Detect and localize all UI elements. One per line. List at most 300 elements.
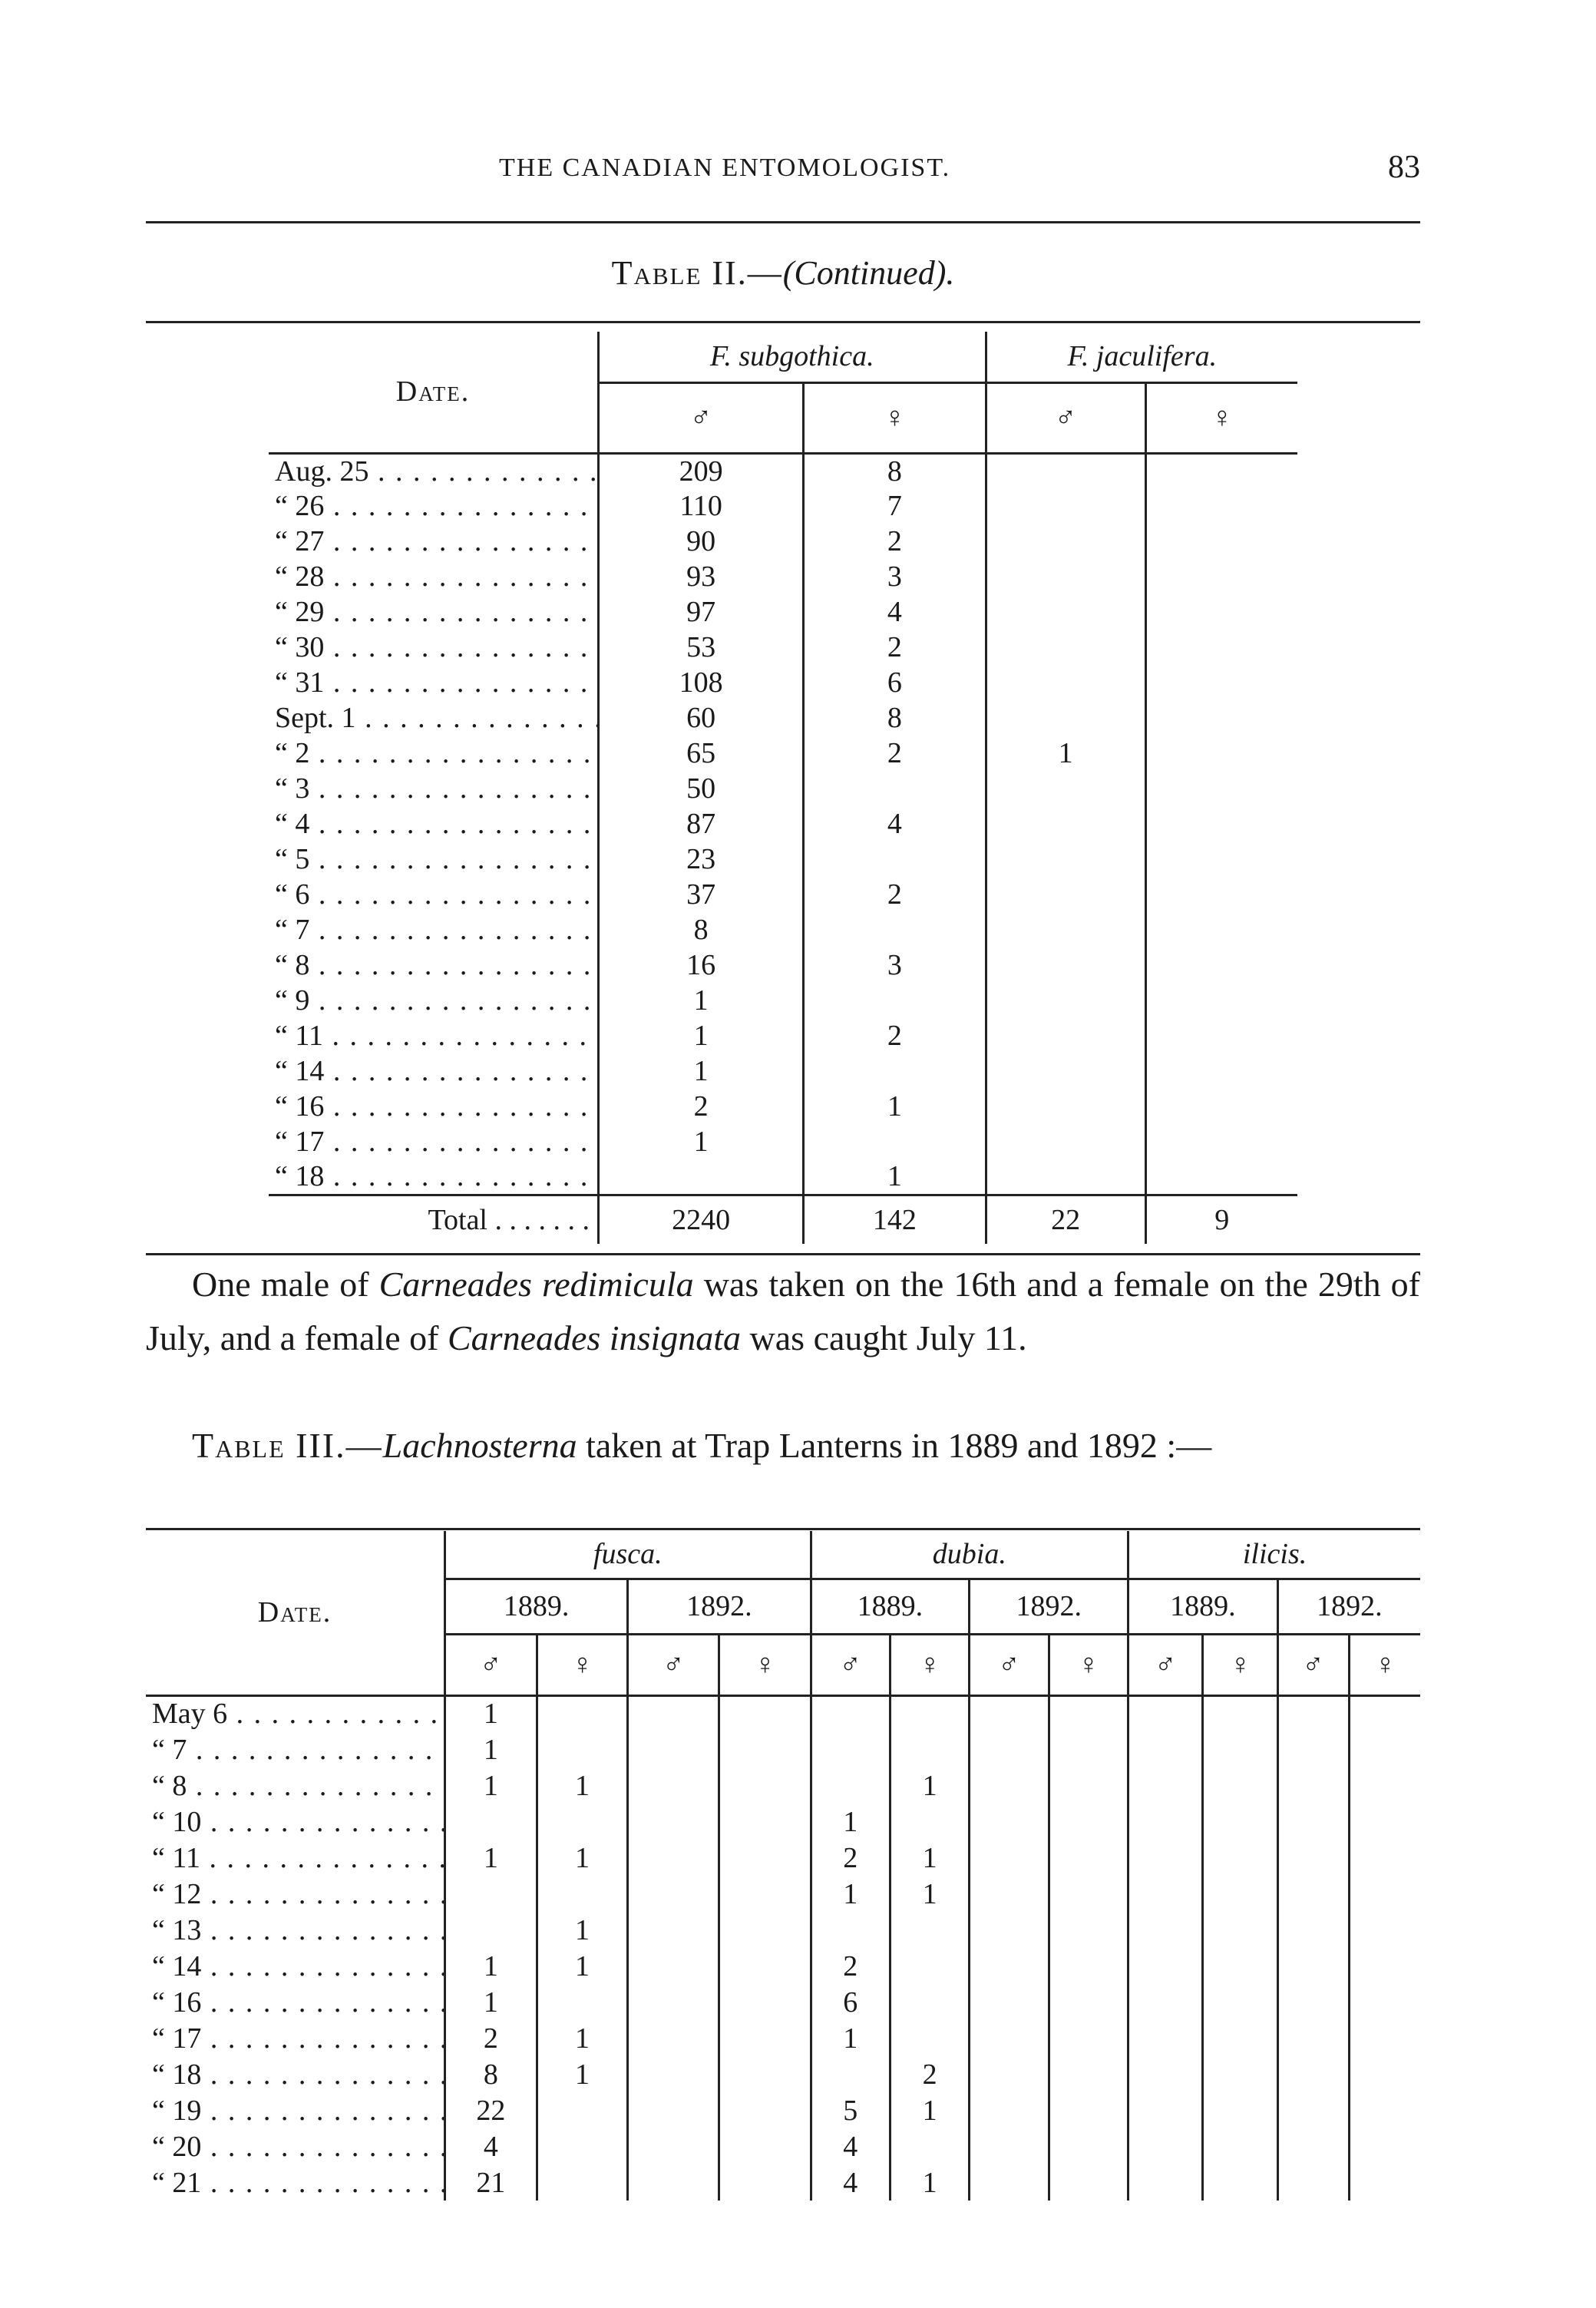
table3-row — [146, 2056, 1420, 2092]
table3-value-cell: 4 — [811, 2164, 890, 2201]
table2-row — [269, 877, 1297, 912]
table2-date-cell: “ 31 . . . — [269, 665, 599, 700]
table2-total-cell: 142 — [804, 1195, 986, 1244]
table3-value-cell — [970, 2056, 1049, 2092]
table3-value-cell — [1128, 1767, 1203, 1804]
table2-row — [269, 453, 1297, 488]
table2-value-cell — [986, 1018, 1145, 1053]
table3-value-cell — [1049, 2092, 1128, 2128]
table2-value-cell — [1145, 630, 1297, 665]
table2-species2-header: F. jaculifera. — [1067, 340, 1218, 373]
table3-row — [146, 2092, 1420, 2128]
table3-value-cell — [628, 2128, 719, 2164]
table3-value-cell — [1349, 2164, 1420, 2201]
table3-row — [146, 1984, 1420, 2020]
table3 — [146, 1531, 1420, 2201]
table3-value-cell — [719, 1912, 811, 1948]
table3-date-cell: “ 21 . . . — [146, 2164, 445, 2201]
table2-date-cell: “ 4 . . . — [269, 806, 599, 842]
table3-value-cell: 1 — [537, 1912, 628, 1948]
table2-value-cell — [1145, 665, 1297, 700]
table3-value-cell — [1128, 1840, 1203, 1876]
table2-row — [269, 771, 1297, 806]
table3-value-cell — [890, 1695, 969, 1731]
table3-row — [146, 1695, 1420, 1731]
table2-value-cell — [986, 488, 1145, 524]
table3-value-cell — [970, 2164, 1049, 2201]
table3-date-cell: “ 20 . . . — [146, 2128, 445, 2164]
table2-top-rule — [146, 321, 1420, 323]
table3-value-cell — [1349, 2092, 1420, 2128]
table3-value-cell — [1349, 1731, 1420, 1767]
table2-date-cell: “ 8 . . . — [269, 947, 599, 983]
table2-value-cell — [804, 842, 986, 877]
table2-date-cell: “ 16 . . . — [269, 1089, 599, 1124]
table3-value-cell — [970, 1948, 1049, 1984]
table3-value-cell — [537, 2128, 628, 2164]
table3-value-cell — [1277, 2020, 1349, 2056]
table3-value-cell — [1049, 1912, 1128, 1948]
table3-value-cell — [719, 1695, 811, 1731]
table3-date-cell: May 6 . . . — [146, 1695, 445, 1731]
table3-value-cell — [1203, 1767, 1277, 1804]
table2-value-cell — [986, 842, 1145, 877]
table2-value-cell: 2 — [804, 736, 986, 771]
running-header — [146, 150, 1420, 200]
table2-value-cell — [1145, 1124, 1297, 1159]
table3-value-cell — [890, 1948, 969, 1984]
table3-value-cell — [970, 2020, 1049, 2056]
table3-value-cell — [1203, 1695, 1277, 1731]
table3-value-cell — [719, 1731, 811, 1767]
table3-value-cell — [1277, 1767, 1349, 1804]
table3-value-cell — [1203, 1731, 1277, 1767]
table3-value-cell — [1128, 1804, 1203, 1840]
table2-row — [269, 700, 1297, 736]
table2-value-cell: 8 — [804, 700, 986, 736]
table3-value-cell — [1203, 1984, 1277, 2020]
table3-value-cell — [1128, 1984, 1203, 2020]
table3-value-cell — [970, 1984, 1049, 2020]
table2-row — [269, 983, 1297, 1018]
table3-value-cell: 1 — [445, 1731, 537, 1767]
female-symbol: ♀ — [804, 382, 986, 453]
table2-value-cell: 3 — [804, 947, 986, 983]
table3-value-cell — [1203, 2020, 1277, 2056]
female-symbol: ♀ — [1145, 382, 1297, 453]
table3-value-cell — [445, 1804, 537, 1840]
table3-row — [146, 2128, 1420, 2164]
table3-value-cell — [890, 2020, 969, 2056]
male-symbol: ♂ — [445, 1634, 537, 1695]
table3-value-cell — [1203, 1912, 1277, 1948]
table3-value-cell — [1128, 2056, 1203, 2092]
table2-value-cell — [1145, 594, 1297, 630]
table2-row — [269, 912, 1297, 947]
table3-value-cell — [970, 1695, 1049, 1731]
male-symbol: ♂ — [628, 1634, 719, 1695]
page-number: 83 — [1388, 150, 1420, 185]
table3-value-cell — [537, 1984, 628, 2020]
table2-value-cell — [986, 1159, 1145, 1195]
paragraph-carneades: One male of Carneades redimicula was taken on the 16th and a female on the 29th of July, and a female of Carneades insignata was caught July 11. — [146, 1265, 1420, 1357]
table2-value-cell: 108 — [599, 665, 804, 700]
table2-value-cell: 90 — [599, 524, 804, 559]
table3-value-cell — [719, 2164, 811, 2201]
table3-date-header: Date. — [146, 1531, 445, 1695]
table3-value-cell — [1128, 2164, 1203, 2201]
table3-value-cell — [628, 2092, 719, 2128]
table3-value-cell — [719, 2056, 811, 2092]
table3-value-cell — [719, 1767, 811, 1804]
table3-value-cell — [970, 1767, 1049, 1804]
table3-value-cell — [628, 1695, 719, 1731]
table3-row — [146, 1731, 1420, 1767]
male-symbol: ♂ — [599, 382, 804, 453]
table3-value-cell — [1049, 1948, 1128, 1984]
table3-year-header: 1889. — [811, 1579, 970, 1634]
table3-value-cell — [811, 1731, 890, 1767]
table2-date-cell: “ 14 . . . — [269, 1053, 599, 1089]
table3-value-cell — [970, 1731, 1049, 1767]
male-symbol: ♂ — [811, 1634, 890, 1695]
table3-value-cell — [1203, 2164, 1277, 2201]
table3-value-cell: 6 — [811, 1984, 890, 2020]
female-symbol: ♀ — [1349, 1634, 1420, 1695]
table2-value-cell: 87 — [599, 806, 804, 842]
table2-row — [269, 665, 1297, 700]
table3-value-cell — [1349, 1695, 1420, 1731]
table3-date-cell: “ 8 . . . — [146, 1767, 445, 1804]
table2-value-cell — [1145, 559, 1297, 594]
table2-row — [269, 1053, 1297, 1089]
table3-value-cell — [1049, 1767, 1128, 1804]
table2-row — [269, 630, 1297, 665]
table2-caption — [146, 253, 1420, 293]
table2-value-cell — [986, 665, 1145, 700]
table2-value-cell — [804, 1124, 986, 1159]
table2-value-cell — [1145, 1089, 1297, 1124]
species-name: Carneades insignata — [447, 1318, 742, 1357]
table2-value-cell — [1145, 736, 1297, 771]
table2-date-cell: “ 18 . . . — [269, 1159, 599, 1195]
male-symbol: ♂ — [986, 382, 1145, 453]
table2-value-cell: 2 — [804, 877, 986, 912]
table3-value-cell — [719, 1804, 811, 1840]
table2-value-cell: 2 — [804, 524, 986, 559]
table3-row — [146, 1876, 1420, 1912]
table3-value-cell — [628, 1767, 719, 1804]
table2-row — [269, 1018, 1297, 1053]
table3-row — [146, 2020, 1420, 2056]
table3-top-rule — [146, 1528, 1420, 1530]
table2-value-cell: 93 — [599, 559, 804, 594]
table3-value-cell — [811, 1912, 890, 1948]
table3-value-cell: 1 — [445, 1767, 537, 1804]
table2-value-cell — [1145, 453, 1297, 488]
table2-total-label: Total . . . . . . . — [269, 1195, 599, 1244]
table2-row — [269, 842, 1297, 877]
table3-value-cell — [445, 1912, 537, 1948]
table3-value-cell — [1049, 1984, 1128, 2020]
table3-year-header: 1892. — [970, 1579, 1128, 1634]
table3-value-cell — [1203, 1804, 1277, 1840]
table2-value-cell — [1145, 947, 1297, 983]
table3-value-cell — [890, 2128, 969, 2164]
journal-title: THE CANADIAN ENTOMOLOGIST. — [499, 154, 951, 182]
table3-value-cell — [628, 1840, 719, 1876]
table2-value-cell — [986, 630, 1145, 665]
table2-value-cell — [986, 524, 1145, 559]
table2-row — [269, 1159, 1297, 1195]
table2-value-cell: 1 — [599, 1053, 804, 1089]
table3-value-cell — [1049, 2128, 1128, 2164]
table3-date-cell: “ 7 . . . — [146, 1731, 445, 1767]
table3-date-cell: “ 10 . . . — [146, 1804, 445, 1840]
table3-value-cell — [1277, 1695, 1349, 1731]
table2-value-cell — [1145, 912, 1297, 947]
table3-value-cell — [1277, 2092, 1349, 2128]
table3-value-cell: 2 — [890, 2056, 969, 2092]
table2-value-cell: 16 — [599, 947, 804, 983]
table3-value-cell — [628, 1912, 719, 1948]
table3-date-cell: “ 12 . . . — [146, 1876, 445, 1912]
table2-date-cell: “ 29 . . . — [269, 594, 599, 630]
table3-value-cell — [970, 1840, 1049, 1876]
table3-value-cell — [890, 1984, 969, 2020]
table2-value-cell: 2 — [804, 630, 986, 665]
table3-value-cell — [890, 1731, 969, 1767]
table3-date-cell: “ 17 . . . — [146, 2020, 445, 2056]
table3-value-cell — [1277, 1948, 1349, 1984]
table3-value-cell — [1049, 2164, 1128, 2201]
table2-date-cell: “ 28 . . . — [269, 559, 599, 594]
table3-value-cell — [628, 1984, 719, 2020]
table3-value-cell — [1277, 1840, 1349, 1876]
table2-value-cell: 2 — [599, 1089, 804, 1124]
table3-year-header: 1892. — [628, 1579, 811, 1634]
table3-year-header: 1889. — [1128, 1579, 1278, 1634]
table3-value-cell: 1 — [445, 1840, 537, 1876]
table3-value-cell — [628, 1876, 719, 1912]
table3-value-cell — [1349, 1804, 1420, 1840]
table3-value-cell — [1277, 1804, 1349, 1840]
table2-value-cell — [986, 983, 1145, 1018]
table3-value-cell — [1049, 2020, 1128, 2056]
table2-value-cell — [599, 1159, 804, 1195]
table2-value-cell — [986, 1124, 1145, 1159]
table3-value-cell — [1349, 1767, 1420, 1804]
table3-value-cell — [1277, 1731, 1349, 1767]
table3-value-cell: 1 — [537, 1840, 628, 1876]
table2-row — [269, 1089, 1297, 1124]
table3-value-cell: 1 — [537, 1767, 628, 1804]
table2-row — [269, 594, 1297, 630]
table3-value-cell: 1 — [811, 2020, 890, 2056]
table2-date-cell: “ 5 . . . — [269, 842, 599, 877]
table2-value-cell: 1 — [599, 1124, 804, 1159]
table2-value-cell — [1145, 1159, 1297, 1195]
table3-value-cell: 8 — [445, 2056, 537, 2092]
table3-value-cell: 1 — [890, 1767, 969, 1804]
table3-value-cell — [628, 2164, 719, 2201]
table3-value-cell — [719, 1948, 811, 1984]
table3-value-cell — [628, 1731, 719, 1767]
table2-species1-header: F. subgothica. — [599, 332, 986, 382]
table3-value-cell — [1049, 1695, 1128, 1731]
table3-row — [146, 1948, 1420, 1984]
table3-row — [146, 1767, 1420, 1804]
female-symbol: ♀ — [1203, 1634, 1277, 1695]
table3-value-cell — [811, 1767, 890, 1804]
table3-value-cell — [1203, 2056, 1277, 2092]
table2-date-cell: “ 17 . . . — [269, 1124, 599, 1159]
table3-row — [146, 1912, 1420, 1948]
table3-value-cell: 2 — [811, 1840, 890, 1876]
table3-value-cell — [1349, 2056, 1420, 2092]
table2-value-cell: 3 — [804, 559, 986, 594]
table2-date-cell: “ 3 . . . — [269, 771, 599, 806]
table3-value-cell — [1128, 2092, 1203, 2128]
table2-row — [269, 947, 1297, 983]
header-rule — [146, 221, 1420, 223]
table2-date-cell: Aug. 25 . . . — [269, 453, 599, 488]
table2-date-cell: “ 30 . . . — [269, 630, 599, 665]
table3-value-cell — [1203, 2128, 1277, 2164]
table2-value-cell: 1 — [599, 1018, 804, 1053]
table2-value-cell: 4 — [804, 806, 986, 842]
table2-value-cell: 23 — [599, 842, 804, 877]
table2-value-cell: 4 — [804, 594, 986, 630]
table2-value-cell — [986, 1053, 1145, 1089]
table2-value-cell: 110 — [599, 488, 804, 524]
table2-row — [269, 524, 1297, 559]
table2-value-cell — [1145, 771, 1297, 806]
table3-date-cell: “ 11 . . . — [146, 1840, 445, 1876]
table2-value-cell — [804, 771, 986, 806]
table2-value-cell — [804, 983, 986, 1018]
table3-value-cell — [1128, 1948, 1203, 1984]
female-symbol: ♀ — [537, 1634, 628, 1695]
table2-value-cell: 65 — [599, 736, 804, 771]
table2-value-cell — [1145, 1053, 1297, 1089]
table2-value-cell: 7 — [804, 488, 986, 524]
table3-value-cell — [1128, 2128, 1203, 2164]
table3-value-cell — [811, 1695, 890, 1731]
table3-caption: Table III.—Lachnosterna taken at Trap Lanterns in 1889 and 1892 :— — [192, 1426, 1212, 1465]
table2-bottom-rule — [146, 1253, 1420, 1255]
table2-value-cell — [986, 1089, 1145, 1124]
table3-value-cell — [1203, 1876, 1277, 1912]
table2-value-cell: 1 — [804, 1089, 986, 1124]
table2-value-cell — [1145, 700, 1297, 736]
table3-row — [146, 1840, 1420, 1876]
table3-species-header: ilicis. — [1242, 1538, 1307, 1571]
table3-value-cell: 1 — [445, 1984, 537, 2020]
table3-date-cell: “ 19 . . . — [146, 2092, 445, 2128]
table3-value-cell — [1128, 1731, 1203, 1767]
table2-value-cell — [986, 806, 1145, 842]
table3-row — [146, 2164, 1420, 2201]
table3-value-cell — [628, 2056, 719, 2092]
table3-value-cell: 1 — [890, 2092, 969, 2128]
table3-value-cell — [1277, 1912, 1349, 1948]
table3-value-cell — [1277, 2056, 1349, 2092]
table2-date-cell: “ 7 . . . — [269, 912, 599, 947]
table3-date-cell: “ 18 . . . — [146, 2056, 445, 2092]
table3-value-cell — [719, 2092, 811, 2128]
table3-date-cell: “ 13 . . . — [146, 1912, 445, 1948]
table2-value-cell: 1 — [804, 1159, 986, 1195]
table2-date-cell: “ 11 . . . — [269, 1018, 599, 1053]
table2-date-cell: “ 6 . . . — [269, 877, 599, 912]
table2-date-cell: “ 9 . . . — [269, 983, 599, 1018]
table3-value-cell — [1049, 2056, 1128, 2092]
table3-species-row — [146, 1531, 1420, 1579]
table2-value-cell — [986, 947, 1145, 983]
table2-date-cell: “ 27 . . . — [269, 524, 599, 559]
table2-caption-label: Table II.— — [611, 254, 783, 292]
table2-value-cell: 8 — [804, 453, 986, 488]
table2-total-cell: 22 — [986, 1195, 1145, 1244]
table2-value-cell: 60 — [599, 700, 804, 736]
table2-total-cell: 9 — [1145, 1195, 1297, 1244]
table3-value-cell — [811, 2056, 890, 2092]
table3-value-cell — [537, 1876, 628, 1912]
table2-value-cell — [1145, 806, 1297, 842]
table3-value-cell — [719, 1840, 811, 1876]
table2-caption-continued: (Continued). — [782, 254, 955, 292]
table3-value-cell — [970, 2092, 1049, 2128]
table2-value-cell — [986, 771, 1145, 806]
table3-value-cell — [1128, 1912, 1203, 1948]
table3-value-cell: 1 — [890, 2164, 969, 2201]
table2-row — [269, 736, 1297, 771]
table2-value-cell — [1145, 524, 1297, 559]
genus-name: Lachnosterna — [382, 1426, 577, 1465]
table2-row — [269, 806, 1297, 842]
table3-species-header: dubia. — [811, 1531, 1128, 1579]
table2-date-cell: Sept. 1 . . . — [269, 700, 599, 736]
table3-value-cell: 1 — [445, 1695, 537, 1731]
table3-value-cell — [719, 1984, 811, 2020]
table2-value-cell — [986, 559, 1145, 594]
table2-row — [269, 488, 1297, 524]
table3-value-cell: 2 — [445, 2020, 537, 2056]
table2-value-cell: 209 — [599, 453, 804, 488]
table2-value-cell: 1 — [986, 736, 1145, 771]
table2-value-cell: 53 — [599, 630, 804, 665]
table3-value-cell — [970, 1804, 1049, 1840]
female-symbol: ♀ — [719, 1634, 811, 1695]
table2-row — [269, 1124, 1297, 1159]
table2-value-cell — [804, 912, 986, 947]
table3-value-cell — [719, 2128, 811, 2164]
table2-total-cell: 2240 — [599, 1195, 804, 1244]
table2-value-cell — [1145, 877, 1297, 912]
table3-value-cell: 1 — [537, 2020, 628, 2056]
table2-date-cell: “ 2 . . . — [269, 736, 599, 771]
table3-value-cell — [970, 1912, 1049, 1948]
table2-value-cell — [986, 453, 1145, 488]
table3-value-cell — [1128, 1695, 1203, 1731]
table3-value-cell — [1349, 1948, 1420, 1984]
table3-date-cell: “ 14 . . . — [146, 1948, 445, 1984]
species-name: Carneades redimicula — [378, 1265, 694, 1304]
table3-value-cell — [1049, 1804, 1128, 1840]
table2-date-cell: “ 26 . . . — [269, 488, 599, 524]
table3-value-cell: 22 — [445, 2092, 537, 2128]
